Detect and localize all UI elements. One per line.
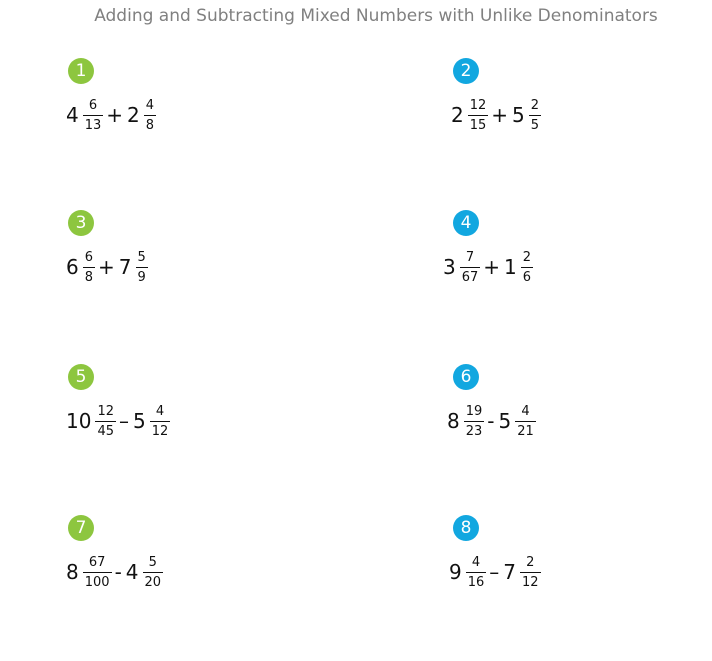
second-denominator: 12 — [151, 423, 169, 439]
second-whole: 4 — [125, 560, 139, 584]
second-numerator: 4 — [155, 403, 165, 419]
operator: - — [487, 409, 495, 433]
first-whole: 4 — [66, 103, 79, 127]
second-whole: 5 — [498, 409, 512, 433]
first-whole: 9 — [449, 560, 462, 584]
first-whole: 6 — [66, 255, 79, 279]
second-denominator: 8 — [145, 117, 155, 133]
operator: – — [119, 409, 129, 433]
second-denominator: 5 — [530, 117, 540, 133]
first-numerator: 67 — [88, 554, 106, 570]
problem-number-badge: 8 — [453, 515, 479, 541]
problem-expression — [451, 90, 544, 140]
first-denominator: 8 — [84, 269, 94, 285]
worksheet-title: Adding and Subtracting Mixed Numbers with Unlike Denominators — [94, 6, 658, 26]
problem-6 — [447, 364, 703, 464]
first-denominator: 15 — [469, 117, 487, 133]
first-numerator: 6 — [84, 249, 94, 265]
second-numerator: 5 — [148, 554, 157, 570]
problem-expression — [443, 242, 536, 292]
operator: + — [98, 255, 115, 279]
first-numerator: 6 — [88, 97, 98, 113]
first-numerator: 12 — [97, 403, 114, 419]
second-whole: 7 — [503, 560, 517, 584]
second-whole: 5 — [512, 103, 525, 127]
second-fraction — [136, 251, 148, 284]
operator: + — [106, 103, 124, 127]
first-whole: 8 — [66, 560, 79, 584]
first-fraction — [83, 99, 104, 132]
second-numerator: 2 — [526, 554, 535, 570]
first-fraction — [460, 251, 481, 284]
first-whole: 3 — [443, 255, 456, 279]
first-fraction — [95, 405, 116, 438]
problem-4 — [443, 210, 703, 310]
second-numerator: 2 — [522, 249, 532, 265]
first-numerator: 12 — [469, 97, 487, 113]
problem-5 — [68, 364, 318, 464]
problem-7 — [68, 515, 318, 615]
second-whole: 1 — [504, 255, 517, 279]
first-numerator: 7 — [465, 249, 475, 265]
problem-expression — [66, 242, 151, 292]
problem-3 — [68, 210, 318, 310]
first-denominator: 23 — [465, 423, 483, 439]
second-denominator: 21 — [517, 423, 534, 439]
first-whole: 8 — [447, 409, 460, 433]
problem-1 — [68, 58, 318, 158]
problem-expression — [66, 90, 159, 140]
first-denominator: 45 — [97, 423, 114, 439]
problem-expression — [66, 396, 173, 446]
problem-2 — [453, 58, 703, 158]
problem-number-badge: 5 — [68, 364, 94, 390]
first-whole: 10 — [66, 409, 92, 433]
second-numerator: 5 — [137, 249, 146, 265]
second-fraction — [529, 99, 541, 132]
second-fraction — [144, 99, 156, 132]
operator: - — [114, 560, 122, 584]
second-whole: 7 — [118, 255, 132, 279]
second-fraction — [143, 556, 164, 589]
second-fraction — [520, 556, 541, 589]
problem-number-badge: 1 — [68, 58, 94, 84]
problem-expression — [66, 547, 166, 597]
second-denominator: 6 — [522, 269, 532, 285]
problem-number-badge: 2 — [453, 58, 479, 84]
second-numerator: 2 — [530, 97, 540, 113]
first-denominator: 16 — [467, 574, 485, 590]
second-denominator: 12 — [522, 574, 539, 590]
problem-expression — [449, 547, 544, 597]
first-fraction — [464, 405, 485, 438]
operator: + — [483, 255, 501, 279]
first-fraction — [83, 556, 112, 589]
second-whole: 5 — [133, 409, 146, 433]
problem-number-badge: 7 — [68, 515, 94, 541]
operator: + — [491, 103, 509, 127]
problem-number-badge: 4 — [453, 210, 479, 236]
first-fraction — [468, 99, 489, 132]
second-denominator: 9 — [137, 269, 146, 285]
first-denominator: 100 — [84, 574, 110, 590]
first-fraction — [83, 251, 95, 284]
problem-number-badge: 3 — [68, 210, 94, 236]
first-denominator: 67 — [461, 269, 479, 285]
first-numerator: 4 — [471, 554, 481, 570]
first-whole: 2 — [451, 103, 464, 127]
operator: – — [489, 560, 500, 584]
second-whole: 2 — [127, 103, 140, 127]
first-numerator: 19 — [465, 403, 483, 419]
second-fraction — [521, 251, 533, 284]
problem-8 — [449, 515, 703, 615]
second-denominator: 20 — [144, 574, 162, 590]
second-numerator: 4 — [145, 97, 155, 113]
first-fraction — [466, 556, 487, 589]
second-fraction — [150, 405, 171, 438]
second-numerator: 4 — [521, 403, 530, 419]
first-denominator: 13 — [84, 117, 102, 133]
problem-number-badge: 6 — [453, 364, 479, 390]
second-fraction — [515, 405, 536, 438]
problem-expression — [447, 396, 539, 446]
